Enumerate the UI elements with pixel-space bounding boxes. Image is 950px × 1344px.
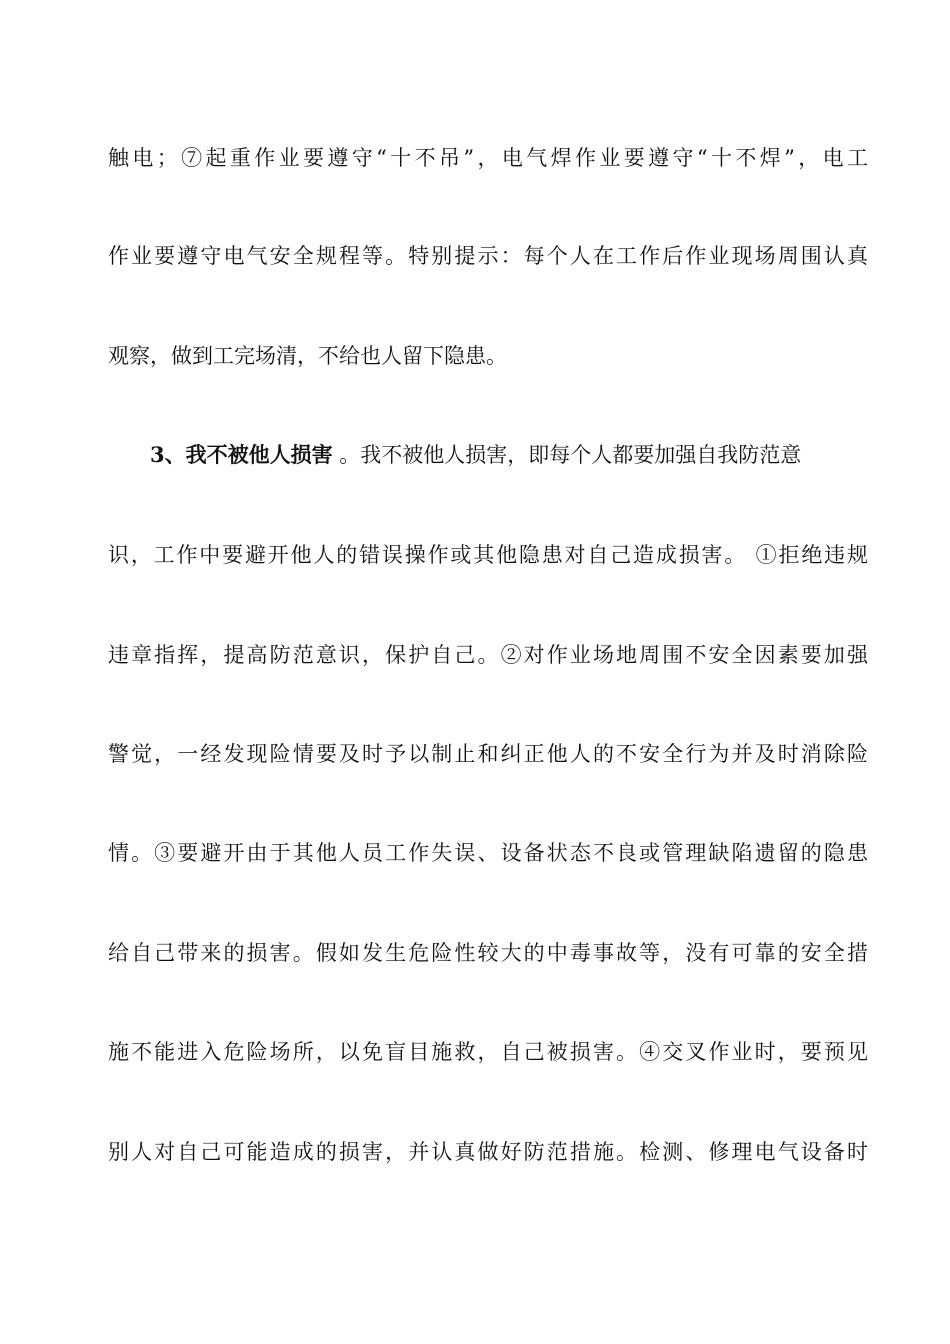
- text-line-5: 识，工作中要避开他人的错误操作或其他隐患对自己造成损害。 ①拒绝违规: [108, 543, 868, 567]
- section-3-heading: 3、我不被他人损害: [150, 442, 333, 467]
- text-line-1: 触电；⑦起重作业要遵守“十不吊”，电气焊作业要遵守“十不焊”，电工: [108, 146, 868, 170]
- section-3-line: [150, 440, 850, 470]
- text-line-6: 违章指挥，提高防范意识，保护自己。②对作业场地周围不安全因素要加强: [108, 643, 868, 667]
- text-line-8: 情。③要避开由于其他人员工作失误、设备状态不良或管理缺陷遗留的隐患: [108, 841, 868, 865]
- text-line-9: 给自己带来的损害。假如发生危险性较大的中毒事故等，没有可靠的安全措: [108, 941, 868, 965]
- text-line-2: 作业要遵守电气安全规程等。特别提示：每个人在工作后作业现场周围认真: [108, 244, 868, 268]
- section-3-text: 。我不被他人损害，即每个人都要加强自我防范意: [332, 443, 802, 467]
- text-line-7: 警觉，一经发现险情要及时予以制止和纠正他人的不安全行为并及时消除险: [108, 742, 868, 766]
- text-line-10: 施不能进入危险场所，以免盲目施救，自己被损害。④交叉作业时，要预见: [108, 1040, 868, 1064]
- text-line-11: 别人对自己可能造成的损害，并认真做好防范措施。检测、修理电气设备时: [108, 1140, 868, 1164]
- text-line-3: 观察，做到工完场清，不给也人留下隐患。: [108, 344, 507, 368]
